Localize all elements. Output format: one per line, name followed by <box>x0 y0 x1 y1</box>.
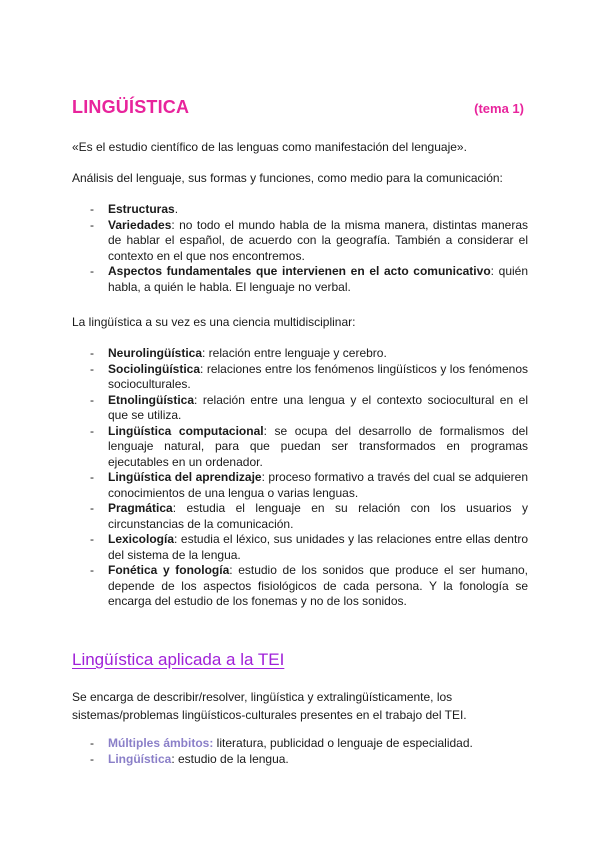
list-item-text: : estudio de la lengua. <box>171 751 289 766</box>
list-item: - Múltiples ámbitos: literatura, publicidad o lenguaje de especialidad. <box>90 736 473 750</box>
list-item-text: : proceso formativo a través del cual se adquieren conocimientos de una lengua o varias lenguas. <box>108 470 528 500</box>
section-intro: Se encarga de describir/resolver, lingüística y extralingüísticamente, los sistemas/problemas lingüísticos-culturales presentes en el trabajo del TEI. <box>72 690 467 722</box>
list-item: - Etnolingüística: relación entre una lengua y el contexto sociocultural en el que se utiliza. <box>90 392 528 422</box>
list-item: - Lingüística computacional: se ocupa del desarrollo de formalismos del lenguaje natural, para que puedan ser transformados en programas ejecutables en un ordenador. <box>90 423 528 469</box>
list-item: - Lexicología: estudia el léxico, sus unidades y las relaciones entre ellas dentro del sistema de la lengua. <box>90 532 528 562</box>
list-item-term: Sociolingüística <box>108 361 201 376</box>
list-item: - Neurolingüística: relación entre lenguaje y cerebro. <box>90 346 387 360</box>
section-list <box>72 736 528 767</box>
multidisciplinary-intro: La lingüística a su vez es una ciencia multidisciplinar: <box>72 315 356 329</box>
list-item: - Aspectos fundamentales que intervienen en el acto comunicativo: quién habla, a quién le habla. El lenguaje no verbal. <box>90 264 529 294</box>
list-item: - Fonética y fonología: estudio de los sonidos que produce el ser humano, depende de los aspectos fisiológicos de cada persona. Y la fonología se encarga del estudio de los fonemas y no de los sonidos. <box>90 563 528 608</box>
list-item-text: : estudio de los sonidos que produce el ser humano, depende de los aspectos fisiológicos de cada persona. Y la fonología se encarga del estudio de los fonemas y no de los sonidos. <box>108 563 528 608</box>
list-item-text: : se ocupa del desarrollo de formalismos del lenguaje natural, para que puedan ser transformados en programas ejecutables en un ordenador. <box>108 423 528 469</box>
analysis-intro: Análisis del lenguaje, sus formas y funciones, como medio para la comunicación: <box>72 171 503 185</box>
list-item-term: Aspectos fundamentales que intervienen en el acto comunicativo <box>108 264 491 278</box>
list-item-text: : quién habla, a quién le habla. El lenguaje no verbal. <box>108 264 529 294</box>
title-row <box>72 97 524 121</box>
list-item-text: : estudia el lenguaje en su relación con los usuarios y circunstancias de la comunicación. <box>108 501 528 531</box>
list-item-text: : relaciones entre los fenómenos lingüísticos y los fenómenos socioculturales. <box>108 361 528 391</box>
list-item-term: Variedades <box>108 217 172 232</box>
list-item: - Estructuras. <box>90 202 179 216</box>
topic-number: (tema 1) <box>474 101 524 116</box>
analysis-list <box>72 202 528 295</box>
page-title: LINGÜÍSTICA <box>72 97 190 117</box>
list-item-term: Neurolingüística <box>108 346 203 360</box>
list-item-term: Lexicología <box>108 532 175 546</box>
list-item-text: : relación entre lenguaje y cerebro. <box>202 346 387 360</box>
list-item-text: literatura, publicidad o lenguaje de especialidad. <box>213 736 473 750</box>
list-item: - Lingüística: estudio de la lengua. <box>90 751 289 766</box>
section-heading: Lingüística aplicada a la TEI <box>72 650 285 669</box>
definition-paragraph: «Es el estudio científico de las lenguas como manifestación del lenguaje». <box>72 140 467 154</box>
list-item-term: Múltiples ámbitos: <box>108 736 214 750</box>
list-item: - Variedades: no todo el mundo habla de la misma manera, distintas maneras de hablar el español, de acuerdo con la geografía. También a considerar el contexto en el que nos encontremos. <box>90 217 528 263</box>
list-item-term: Etnolingüística <box>108 392 195 407</box>
multidisciplinary-list <box>72 346 528 610</box>
list-item: - Lingüística del aprendizaje: proceso formativo a través del cual se adquieren conocimientos de una lengua o varias lenguas. <box>90 470 528 500</box>
list-item: - Pragmática: estudia el lenguaje en su relación con los usuarios y circunstancias de la comunicación. <box>90 501 528 531</box>
list-item-term: Lingüística computacional <box>108 423 264 438</box>
list-item-term: Lingüística del aprendizaje <box>108 470 262 484</box>
list-item-term: Fonética y fonología <box>108 563 230 577</box>
list-item-term: Pragmática <box>108 501 173 515</box>
list-item-text: : no todo el mundo habla de la misma manera, distintas maneras de hablar el español, de acuerdo con la geografía. También a considerar el contexto en el que nos encontremos. <box>108 217 528 263</box>
list-item-term: Lingüística <box>108 751 172 766</box>
list-item: - Sociolingüística: relaciones entre los fenómenos lingüísticos y los fenómenos socioculturales. <box>90 361 528 391</box>
list-item-text: : relación entre una lengua y el contexto sociocultural en el que se utiliza. <box>108 392 528 422</box>
list-item-term: Estructuras <box>108 202 175 216</box>
list-item-text: : estudia el léxico, sus unidades y las relaciones entre ellas dentro del sistema de la lengua. <box>108 532 528 562</box>
list-item-text: . <box>174 202 179 216</box>
